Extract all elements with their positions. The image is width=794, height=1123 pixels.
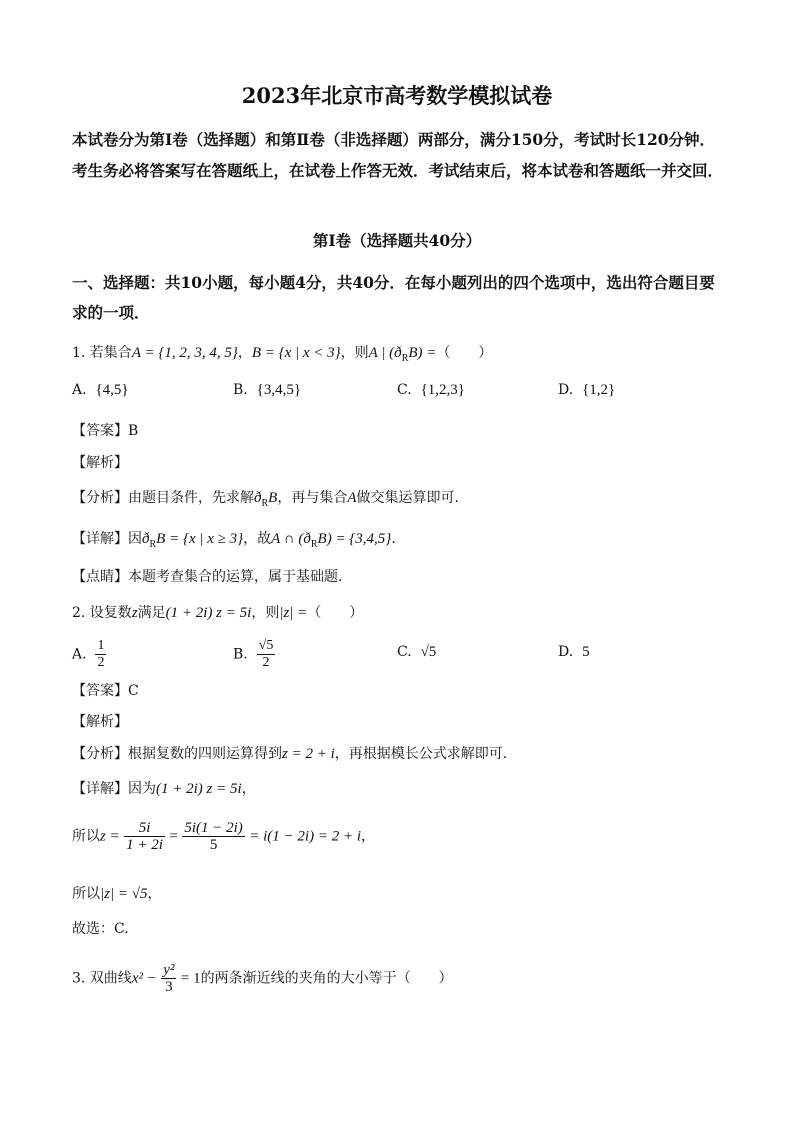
subscript: R bbox=[401, 352, 409, 364]
xiangjie-text: ． bbox=[391, 531, 406, 547]
question-2 bbox=[72, 602, 363, 622]
option-label: B. bbox=[233, 382, 248, 398]
fenxi-text: ，再根据模长公式求解即可. bbox=[334, 746, 508, 762]
answer-blank: （ ） bbox=[436, 345, 493, 361]
q2-analysis-tag: 【解析】 bbox=[72, 714, 128, 730]
numerator: 1 bbox=[97, 638, 105, 653]
q1-answer bbox=[72, 420, 138, 440]
variable-z: z bbox=[131, 605, 138, 621]
q2-option-d bbox=[558, 644, 590, 661]
equation: (1 + 2i) z = 5i bbox=[165, 605, 252, 621]
q2-choice: 故选：C. bbox=[72, 921, 129, 937]
option-value: {1,2,3} bbox=[420, 382, 465, 398]
q2-modulus-result bbox=[72, 883, 161, 903]
option-value: {1,2} bbox=[582, 382, 616, 398]
suoyi-text: 所以 bbox=[72, 828, 100, 845]
denominator: 1 + 2i bbox=[126, 837, 163, 853]
equals-sign: = bbox=[169, 828, 178, 845]
question-1 bbox=[72, 342, 492, 364]
derivation-rest: = i(1 − 2i) = 2 + i bbox=[249, 828, 361, 845]
question-2-number: 2. 设复数 bbox=[72, 605, 132, 621]
q2-option-a bbox=[72, 638, 106, 671]
option-label: D. bbox=[558, 644, 574, 660]
q1-dianjing bbox=[72, 566, 352, 586]
fenxi-math: z = 2 + i bbox=[282, 746, 335, 762]
dianjing-tag: 【点睛】 bbox=[72, 569, 128, 585]
numerator: y² bbox=[163, 962, 175, 978]
answer-blank: （ ） bbox=[307, 605, 364, 621]
xiangjie-text: 因为 bbox=[128, 781, 156, 797]
subscript: R bbox=[149, 538, 157, 550]
connector-text: ，则 bbox=[340, 345, 369, 361]
xiangjie-tag: 【详解】 bbox=[72, 531, 128, 547]
expression-tail: B) = bbox=[408, 345, 437, 361]
question-3-text: 的两条渐近线的夹角的大小等于（ ） bbox=[200, 970, 453, 987]
connector-text: ，则 bbox=[251, 605, 280, 621]
fenxi-text: 做交集运算即可. bbox=[356, 490, 459, 506]
page-title: 2023年北京市高考数学模拟试卷 bbox=[241, 83, 553, 108]
q1-fenxi bbox=[72, 487, 459, 509]
fenxi-text: 根据复数的四则运算得到 bbox=[128, 746, 282, 762]
denominator: 2 bbox=[262, 655, 270, 670]
xiangjie-text: ，故 bbox=[243, 531, 272, 547]
xiangjie-math: A ∩ (ð bbox=[271, 531, 311, 547]
equals-one: = 1 bbox=[180, 970, 201, 987]
xiangjie-text: ， bbox=[241, 781, 256, 797]
option-label: A. bbox=[72, 382, 87, 398]
option-label: B. bbox=[233, 646, 248, 663]
q2-fenxi bbox=[72, 743, 507, 763]
option-value: {3,4,5} bbox=[256, 382, 302, 398]
fraction bbox=[161, 962, 176, 995]
modulus-expression: |z| = bbox=[279, 605, 308, 621]
fenxi-tag: 【分析】 bbox=[72, 746, 128, 762]
option-label: D. bbox=[558, 382, 574, 398]
q1-analysis-tag: 【解析】 bbox=[72, 455, 128, 471]
xiangjie-math: B) = {3,4,5} bbox=[317, 531, 392, 547]
answer-tag: 【答案】 bbox=[72, 683, 128, 699]
option-label: C. bbox=[397, 644, 412, 660]
option-value: 5 bbox=[582, 644, 590, 660]
option-value: √5 bbox=[420, 644, 437, 660]
q2-option-c bbox=[397, 644, 436, 661]
fenxi-text: 由题目条件，先求解 bbox=[128, 490, 254, 506]
q1-option-c bbox=[397, 382, 465, 399]
subscript: R bbox=[261, 497, 269, 509]
set-a: A = {1, 2, 3, 4, 5} bbox=[131, 345, 238, 361]
set-b: B = {x | x < 3} bbox=[251, 345, 341, 361]
xiangjie-text: 因 bbox=[128, 531, 142, 547]
q2-option-b bbox=[233, 638, 275, 671]
connector-text: 满足 bbox=[137, 605, 166, 621]
numerator: √5 bbox=[258, 638, 274, 653]
fraction bbox=[257, 638, 276, 671]
q1-option-a bbox=[72, 382, 129, 399]
q2-xiangjie bbox=[72, 778, 256, 798]
section-title: 第Ⅰ卷（选择题共40分） bbox=[312, 231, 482, 250]
fraction bbox=[182, 820, 244, 853]
exam-instructions: 本试卷分为第Ⅰ卷（选择题）和第Ⅱ卷（非选择题）两部分，满分150分，考试时长120分钟．考生务必将答案写在答题纸上，在试卷上作答无效．考试结束后，将本试卷和答题纸一并交回． bbox=[72, 130, 724, 180]
option-value: {4,5} bbox=[95, 382, 129, 398]
fenxi-text: ，再与集合 bbox=[277, 490, 348, 506]
fenxi-math: ð bbox=[254, 490, 262, 506]
question-1-number: 1. 若集合 bbox=[72, 345, 132, 361]
answer-value: B bbox=[128, 423, 139, 439]
punctuation: ， bbox=[360, 828, 375, 845]
numerator: 5i bbox=[124, 820, 165, 837]
fenxi-tag: 【分析】 bbox=[72, 490, 128, 506]
subscript: R bbox=[310, 538, 318, 550]
expression: A | (ð bbox=[368, 345, 402, 361]
q1-option-d bbox=[558, 382, 615, 399]
numerator: 5i(1 − 2i) bbox=[184, 820, 243, 836]
q2-answer bbox=[72, 680, 139, 700]
denominator: 3 bbox=[165, 979, 173, 995]
xiangjie-math: (1 + 2i) z = 5i bbox=[156, 781, 242, 797]
q2-derivation bbox=[72, 820, 375, 853]
suoyi-text: 所以 bbox=[72, 886, 100, 902]
punctuation: ， bbox=[147, 886, 162, 902]
modulus-result: |z| = √5 bbox=[100, 886, 148, 902]
fenxi-math: A bbox=[347, 490, 357, 506]
question-3 bbox=[72, 962, 453, 995]
denominator: 5 bbox=[209, 837, 218, 853]
answer-value: C bbox=[128, 683, 139, 699]
fraction bbox=[95, 638, 106, 671]
q1-xiangjie bbox=[72, 528, 405, 550]
xiangjie-math: B = {x | x ≥ 3} bbox=[156, 531, 244, 547]
xiangjie-tag: 【详解】 bbox=[72, 781, 128, 797]
part-description: 一、选择题：共10小题，每小题4分，共40分．在每小题列出的四个选项中，选出符合题目要求的一项． bbox=[72, 273, 715, 322]
fraction bbox=[124, 820, 165, 853]
answer-tag: 【答案】 bbox=[72, 423, 128, 439]
denominator: 2 bbox=[97, 655, 105, 670]
option-label: C. bbox=[397, 382, 412, 398]
z-equals: z = bbox=[100, 828, 120, 845]
q1-option-b bbox=[233, 382, 301, 399]
option-label: A. bbox=[72, 646, 87, 663]
xiangjie-math: ð bbox=[142, 531, 150, 547]
x-squared: x² − bbox=[131, 970, 157, 987]
dianjing-text: 本题考查集合的运算，属于基础题． bbox=[128, 569, 352, 585]
separator: ， bbox=[237, 345, 252, 361]
fenxi-math: B bbox=[268, 490, 278, 506]
question-3-number: 3. 双曲线 bbox=[72, 970, 132, 987]
